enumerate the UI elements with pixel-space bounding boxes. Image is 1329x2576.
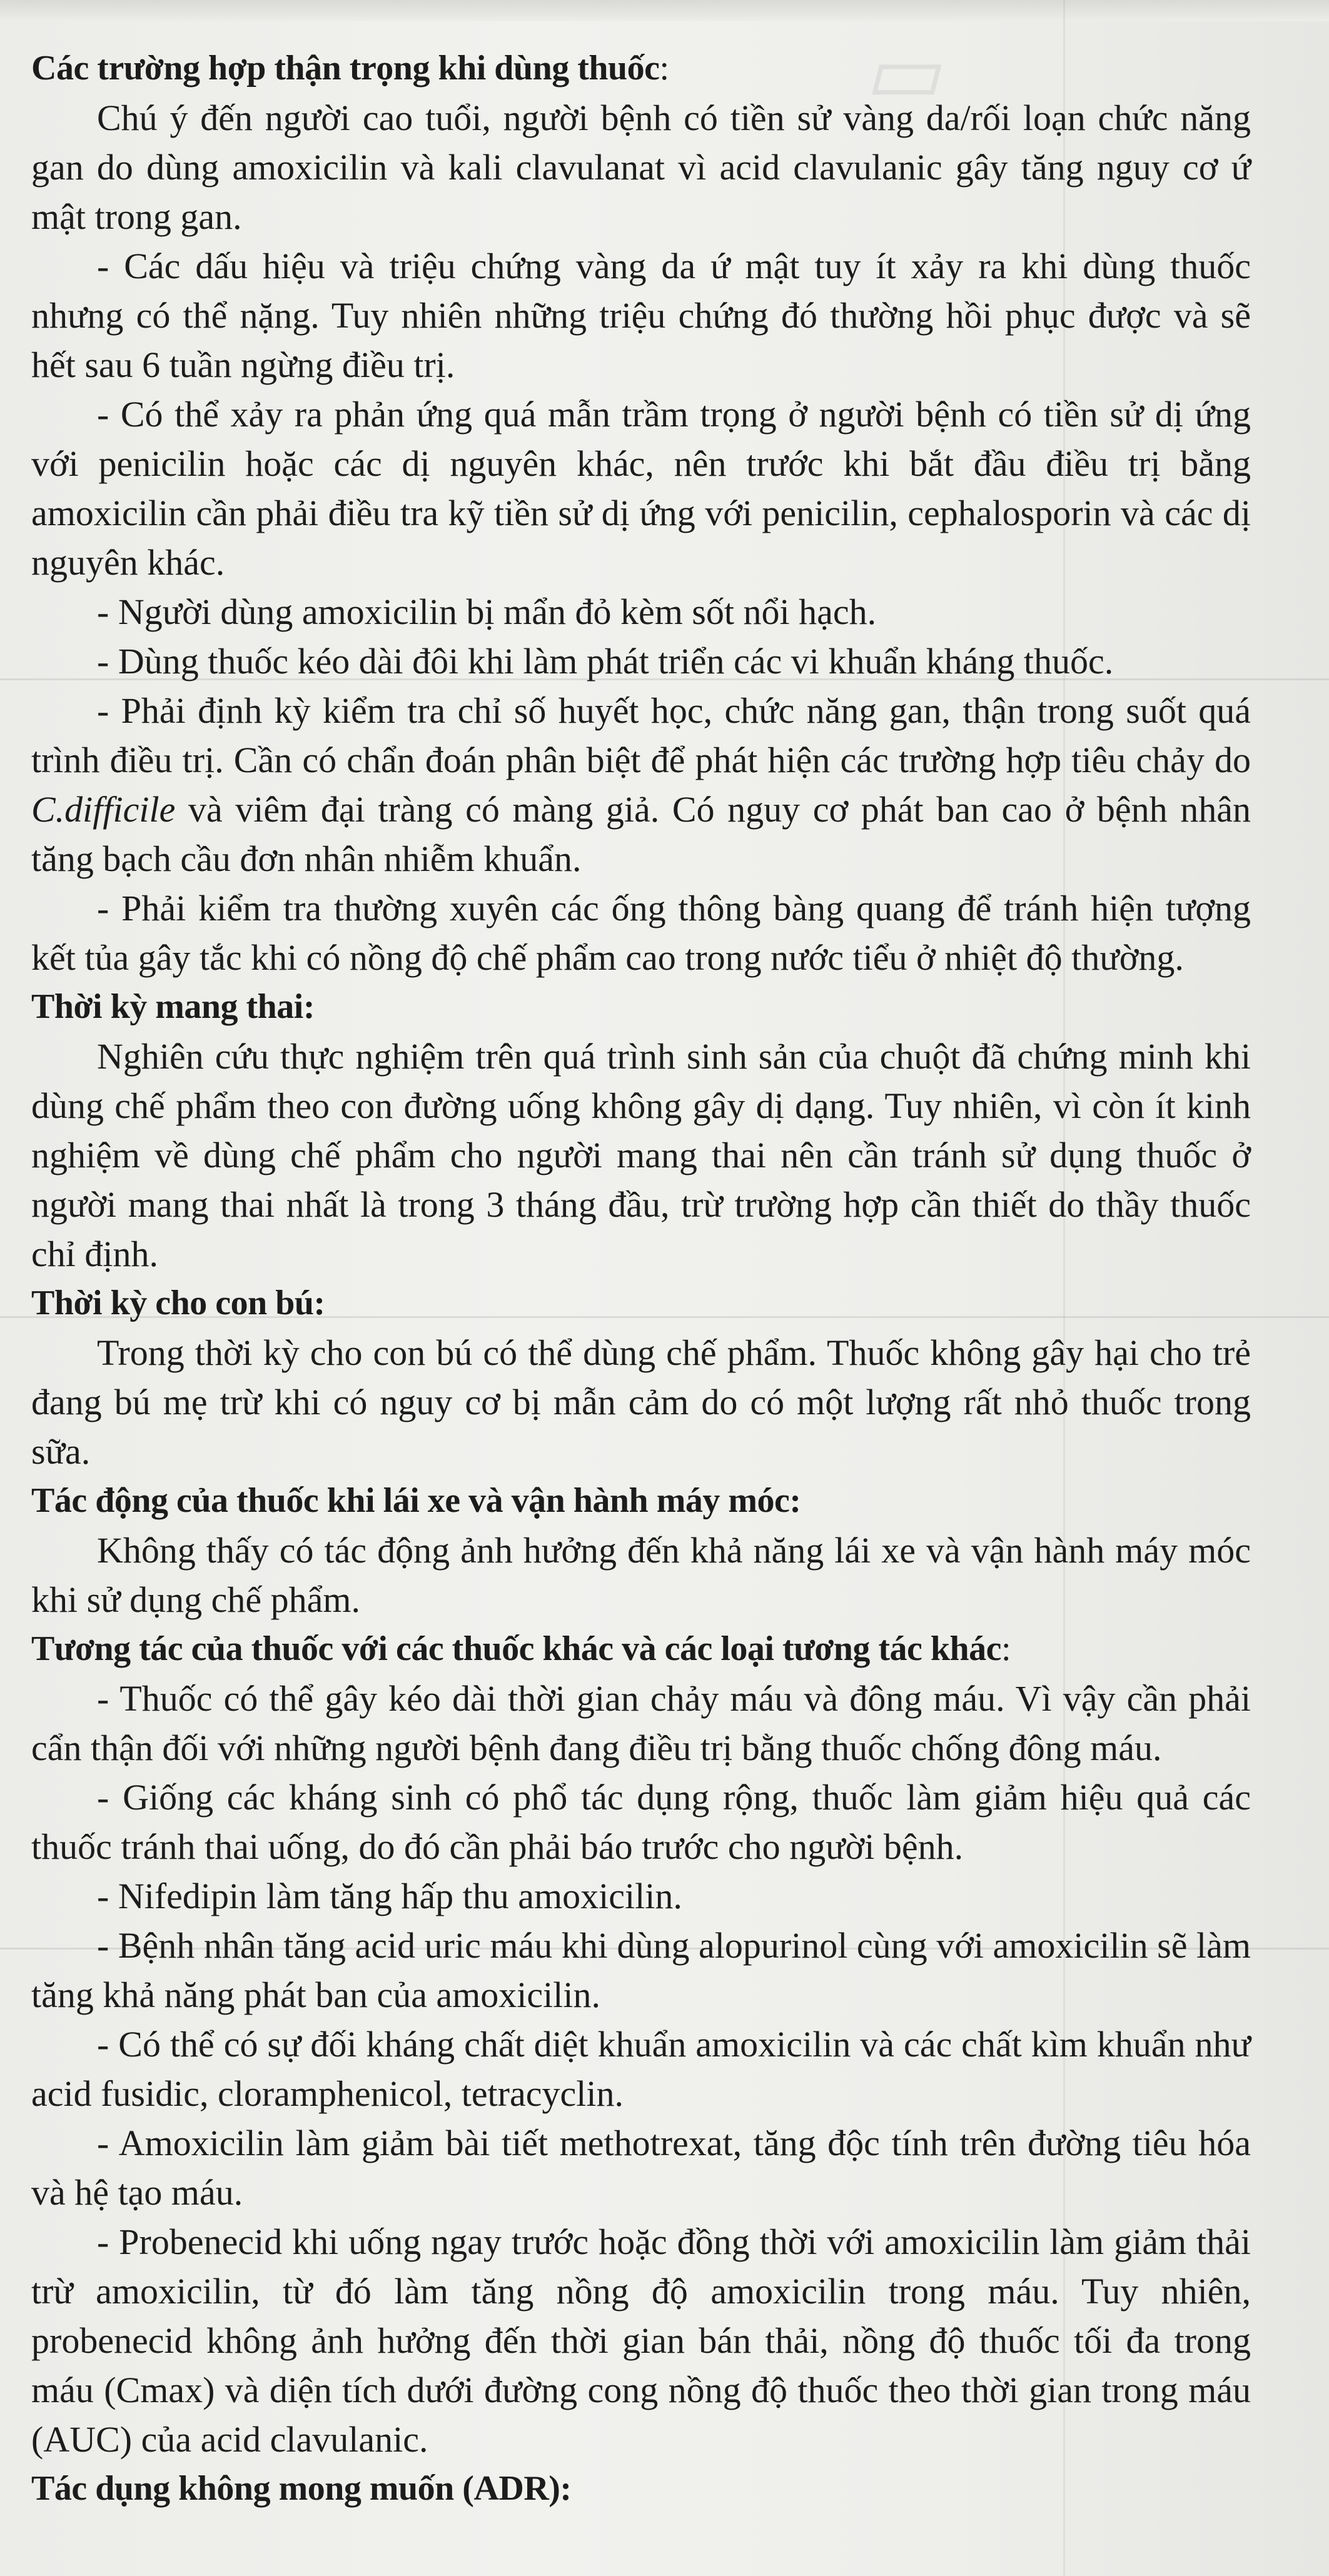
section-heading-precautions: Các trường hợp thận trọng khi dùng thuốc: [31, 49, 669, 88]
section-heading-adverse-reactions: Tác dụng không mong muốn (ADR): [31, 2469, 572, 2508]
paragraph: - Amoxicilin làm giảm bài tiết methotrexat, tăng độc tính trên đường tiêu hóa và hệ tạo máu. [31, 2123, 1251, 2213]
paragraph: - Nifedipin làm tăng hấp thu amoxicilin. [97, 1876, 682, 1916]
paragraph: - Bệnh nhân tăng acid uric máu khi dùng alopurinol cùng với amoxicilin sẽ làm tăng khả năng phát ban của amoxicilin. [31, 1925, 1251, 2015]
organism-name: C.difficile [31, 789, 176, 830]
section-heading-interactions: Tương tác của thuốc với các thuốc khác và các loại tương tác khác: [31, 1629, 1011, 1668]
paragraph: - Có thể có sự đối kháng chất diệt khuẩn amoxicilin và các chất kìm khuẩn như acid fusidic, cloramphenicol, tetracyclin. [31, 2024, 1251, 2114]
leaflet-body [31, 44, 1251, 2513]
paragraph: Nghiên cứu thực nghiệm trên quá trình sinh sản của chuột đã chứng minh khi dùng chế phẩm theo con đường uống không gây dị dạng. Tuy nhiên, vì còn ít kinh nghiệm về dùng chế phẩm cho người mang thai nên cần tránh sử dụng thuốc ở người mang thai nhất là trong 3 tháng đầu, trừ trường hợp cần thiết do thầy thuốc chỉ định. [31, 1036, 1251, 1274]
paragraph: - Phải định kỳ kiểm tra chỉ số huyết học, chức năng gan, thận trong suốt quá trình điều trị. Cần có chẩn đoán phân biệt để phát hiện các trường hợp tiêu chảy do C.difficile và viêm đại tràng có màng giả. Có nguy cơ phát ban cao ở bệnh nhân tăng bạch cầu đơn nhân nhiễm khuẩn. [31, 690, 1251, 879]
section-heading-pregnancy: Thời kỳ mang thai: [31, 987, 315, 1026]
paragraph: - Probenecid khi uống ngay trước hoặc đồng thời với amoxicilin làm giảm thải trừ amoxicilin, từ đó làm tăng nồng độ amoxicilin trong máu. Tuy nhiên, probenecid không ảnh hưởng đến thời gian bán thải, nồng độ thuốc tối đa trong máu (Cmax) và diện tích dưới đường cong nồng độ thuốc theo thời gian trong máu (AUC) của acid clavulanic. [31, 2221, 1251, 2460]
section-heading-driving: Tác động của thuốc khi lái xe và vận hành máy móc: [31, 1481, 801, 1520]
paragraph: - Dùng thuốc kéo dài đôi khi làm phát triển các vi khuẩn kháng thuốc. [97, 641, 1114, 682]
paragraph: - Thuốc có thể gây kéo dài thời gian chảy máu và đông máu. Vì vậy cần phải cẩn thận đối với những người bệnh đang điều trị bằng thuốc chống đông máu. [31, 1678, 1251, 1768]
paragraph: Không thấy có tác động ảnh hưởng đến khả năng lái xe và vận hành máy móc khi sử dụng chế phẩm. [31, 1530, 1251, 1620]
section-heading-breastfeeding: Thời kỳ cho con bú: [31, 1284, 325, 1322]
paragraph: Chú ý đến người cao tuổi, người bệnh có tiền sử vàng da/rối loạn chức năng gan do dùng amoxicilin và kali clavulanat vì acid clavulanic gây tăng nguy cơ ứ mật trong gan. [31, 98, 1251, 237]
paragraph: - Các dấu hiệu và triệu chứng vàng da ứ mật tuy ít xảy ra khi dùng thuốc nhưng có thể nặng. Tuy nhiên những triệu chứng đó thường hồi phục được và sẽ hết sau 6 tuần ngừng điều trị. [31, 246, 1251, 385]
scan-top-edge [0, 0, 1329, 21]
paragraph: - Phải kiểm tra thường xuyên các ống thông bàng quang để tránh hiện tượng kết tủa gây tắc khi có nồng độ chế phẩm cao trong nước tiểu ở nhiệt độ thường. [31, 888, 1251, 978]
paragraph: - Người dùng amoxicilin bị mẩn đỏ kèm sốt nổi hạch. [97, 591, 877, 632]
bleed-through-shadow: ▭ [863, 29, 940, 119]
paragraph: - Có thể xảy ra phản ứng quá mẫn trầm trọng ở người bệnh có tiền sử dị ứng với penicilin hoặc các dị nguyên khác, nên trước khi bắt đầu điều trị bằng amoxicilin cần phải điều tra kỹ tiền sử dị ứng với penicilin, cephalosporin và các dị nguyên khác. [31, 394, 1251, 583]
paragraph: Trong thời kỳ cho con bú có thể dùng chế phẩm. Thuốc không gây hại cho trẻ đang bú mẹ trừ khi có nguy cơ bị mẫn cảm do có một lượng rất nhỏ thuốc trong sữa. [31, 1332, 1251, 1472]
paragraph: - Giống các kháng sinh có phổ tác dụng rộng, thuốc làm giảm hiệu quả các thuốc tránh thai uống, do đó cần phải báo trước cho người bệnh. [31, 1777, 1251, 1867]
